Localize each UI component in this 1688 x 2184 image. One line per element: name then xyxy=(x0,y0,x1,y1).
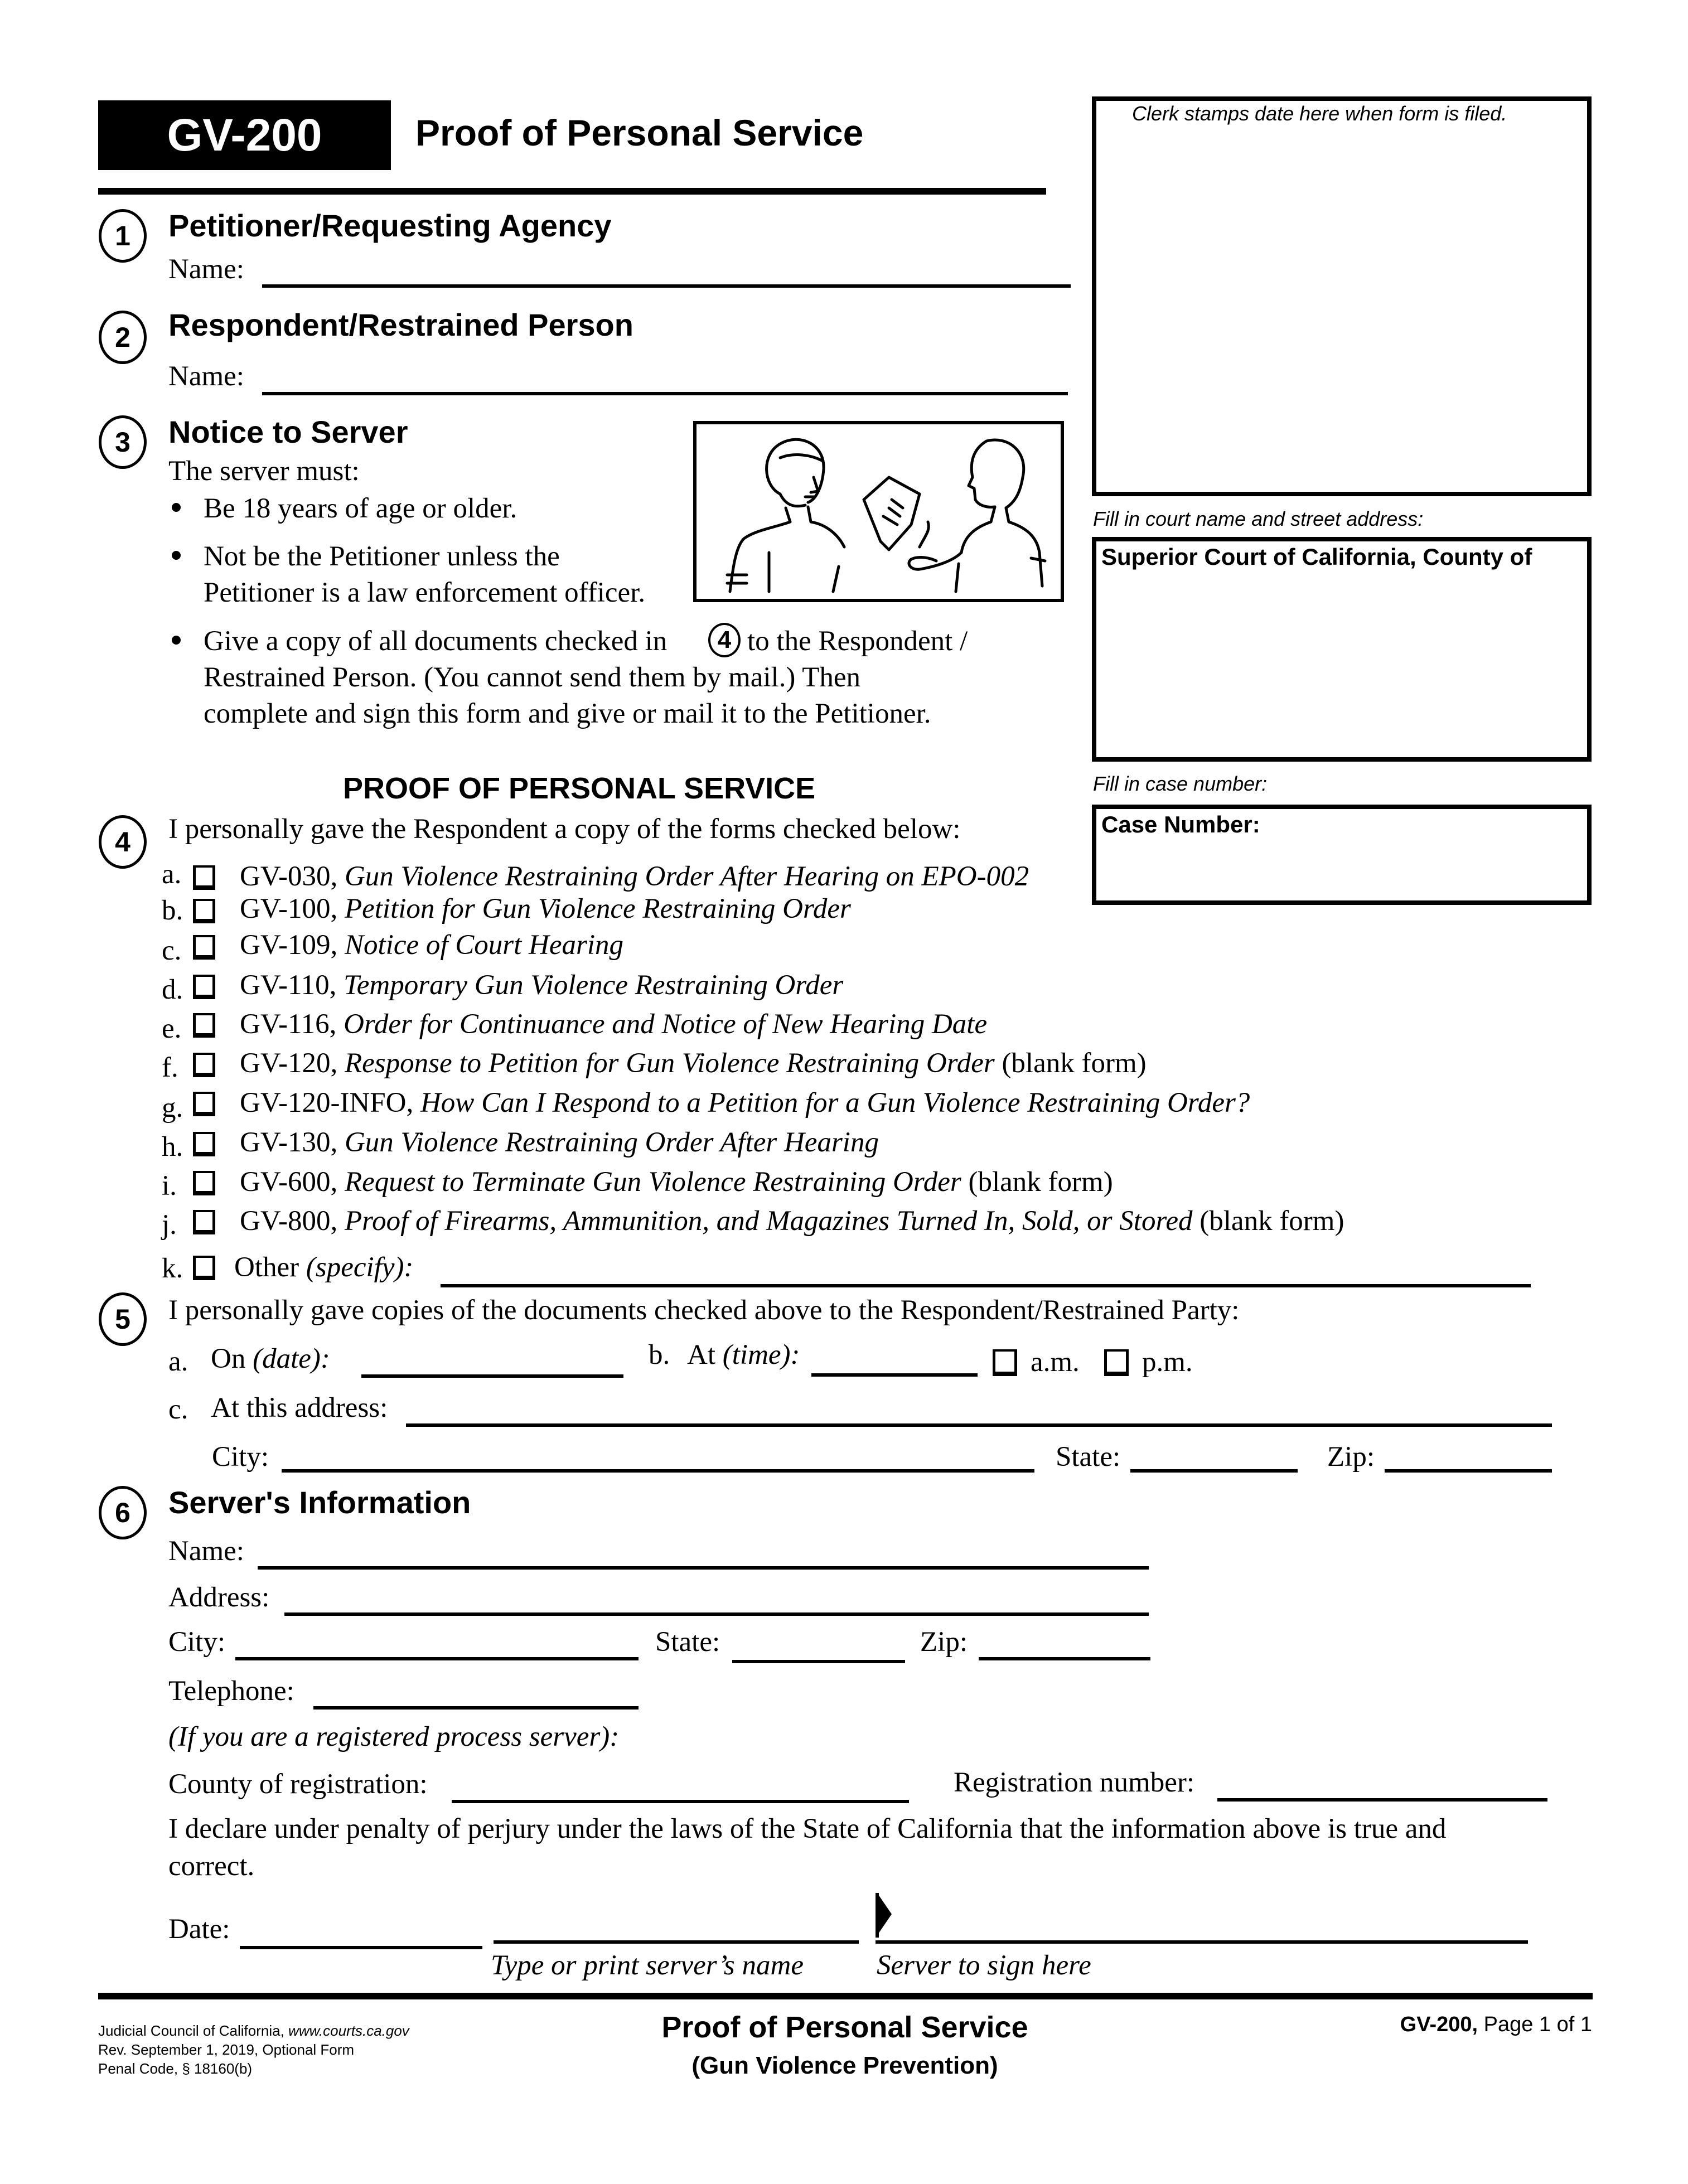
two-people-handing-document-icon xyxy=(697,424,1061,599)
am-label: a.m. xyxy=(1031,1347,1080,1378)
page-number: Page 1 of 1 xyxy=(1478,2013,1592,2036)
item-suffix: (blank form) xyxy=(968,1166,1113,1198)
item-gv-120-info xyxy=(240,1089,1250,1117)
service-date-label xyxy=(211,1345,330,1373)
item-suffix: (blank form) xyxy=(1002,1048,1147,1079)
item-code: GV-120-INFO, xyxy=(240,1087,414,1118)
checkbox-gv-120[interactable] xyxy=(193,1053,215,1077)
item-title: How Can I Respond to a Petition for a Gun Violence Restraining Order? xyxy=(420,1087,1250,1118)
footer-page-info xyxy=(1400,2013,1592,2037)
server-telephone-label: Telephone: xyxy=(168,1675,294,1707)
footer-rule xyxy=(98,1993,1593,1999)
case-instruction: Fill in case number: xyxy=(1093,772,1268,795)
service-address-field[interactable] xyxy=(406,1423,1552,1427)
item-code: GV-030, xyxy=(240,861,338,892)
service-city-label: City: xyxy=(212,1441,269,1473)
requirement-not-petitioner-cont: Petitioner is a law enforcement officer. xyxy=(204,577,646,608)
pm-label: p.m. xyxy=(1142,1347,1193,1378)
section-4-intro: I personally gave the Respondent a copy of the forms checked below: xyxy=(168,813,961,845)
section-6-heading: Server's Information xyxy=(168,1485,471,1520)
bullet-2 xyxy=(172,551,181,560)
signature-field[interactable] xyxy=(876,1940,1528,1944)
date-hint: (date): xyxy=(253,1343,330,1374)
item-gv-800 xyxy=(240,1207,1344,1236)
server-state-field[interactable] xyxy=(732,1660,905,1663)
bullet-3 xyxy=(172,636,181,645)
section-5-intro: I personally gave copies of the documents checked above to the Respondent/Restrained Party: xyxy=(168,1295,1240,1326)
requirement-not-petitioner: Not be the Petitioner unless the xyxy=(204,541,560,572)
requirement-age: Be 18 years of age or older. xyxy=(204,493,517,524)
item-code: GV-109, xyxy=(240,929,338,961)
revision-date: Rev. September 1, 2019, Optional Form xyxy=(98,2041,355,2058)
publisher-name: Judicial Council of California, xyxy=(98,2022,289,2039)
service-zip-field[interactable] xyxy=(1385,1469,1552,1473)
item-gv-109 xyxy=(240,931,623,960)
item-gv-120 xyxy=(240,1049,1147,1078)
other-label: Other xyxy=(234,1252,299,1283)
checkbox-am[interactable] xyxy=(993,1349,1017,1376)
item-title: Order for Continuance and Notice of New Hearing Date xyxy=(344,1009,988,1040)
item-code: GV-600, xyxy=(240,1166,338,1198)
item-gv-030 xyxy=(240,863,1029,891)
section-5-marker: 5 xyxy=(99,1292,147,1346)
footer-form-code: GV-200, xyxy=(1400,2013,1478,2036)
court-name-label: Superior Court of California, County of xyxy=(1101,544,1532,570)
section-3-heading: Notice to Server xyxy=(168,414,408,449)
checkbox-gv-130[interactable] xyxy=(193,1132,215,1156)
item-gv-130 xyxy=(240,1129,879,1157)
item-letter-j: j. xyxy=(162,1209,177,1241)
signature-date-label: Date: xyxy=(168,1914,230,1945)
date-item-label: a. xyxy=(168,1346,188,1377)
item-other xyxy=(234,1253,413,1282)
item-letter-b: b. xyxy=(162,895,183,926)
item-code: GV-110, xyxy=(240,970,337,1001)
item-title: Request to Terminate Gun Violence Restraining Order xyxy=(344,1166,961,1198)
header-rule xyxy=(98,188,1046,195)
sign-here-arrow-stem xyxy=(876,1893,879,1938)
court-instruction: Fill in court name and street address: xyxy=(1093,507,1424,530)
county-registration-field[interactable] xyxy=(452,1800,909,1803)
print-name-caption: Type or print server’s name xyxy=(491,1950,804,1981)
item-title: Gun Violence Restraining Order After Hearing xyxy=(344,1127,879,1158)
item-letter-c: c. xyxy=(162,935,182,966)
server-must-intro: The server must: xyxy=(168,456,360,487)
item-title: Response to Petition for Gun Violence Restraining Order xyxy=(344,1048,995,1079)
section-4-marker: 4 xyxy=(99,815,147,869)
form-code: GV-200 xyxy=(167,110,322,161)
item-gv-100 xyxy=(240,895,851,923)
item-code: GV-130, xyxy=(240,1127,338,1158)
item-title: Gun Violence Restraining Order After Hearing on EPO-002 xyxy=(344,861,1029,892)
item-letter-k: k. xyxy=(162,1253,183,1284)
service-address-label: At this address: xyxy=(211,1392,388,1423)
other-specify-field[interactable] xyxy=(441,1284,1531,1287)
petitioner-name-field[interactable] xyxy=(262,284,1071,288)
respondent-name-label: Name: xyxy=(168,361,244,392)
item-letter-f: f. xyxy=(162,1052,178,1083)
address-item-label: c. xyxy=(168,1394,188,1425)
item-code: GV-120, xyxy=(240,1048,338,1079)
item-gv-116 xyxy=(240,1010,987,1039)
case-number-label: Case Number: xyxy=(1101,811,1260,837)
server-city-label: City: xyxy=(168,1626,226,1658)
server-address-label: Address: xyxy=(168,1582,270,1613)
footer-publisher xyxy=(98,2021,409,2040)
penal-code-ref: Penal Code, § 18160(b) xyxy=(98,2060,253,2077)
item-title: Temporary Gun Violence Restraining Order xyxy=(344,970,844,1001)
requirement-give-copy-line3: complete and sign this form and give or mail it to the Petitioner. xyxy=(204,698,931,729)
server-zip-label: Zip: xyxy=(920,1626,968,1658)
clerk-stamp-box xyxy=(1092,96,1592,496)
section-2-marker: 2 xyxy=(99,311,147,364)
item-code: GV-800, xyxy=(240,1205,338,1237)
service-date-field[interactable] xyxy=(361,1374,623,1378)
checkbox-gv-030[interactable] xyxy=(193,865,215,890)
server-address-field[interactable] xyxy=(284,1612,1149,1616)
checkbox-gv-109[interactable] xyxy=(193,935,215,960)
registered-server-note: (If you are a registered process server): xyxy=(168,1721,620,1752)
bullet-1 xyxy=(172,503,181,512)
court-name-field[interactable] xyxy=(1092,537,1592,762)
proof-heading: PROOF OF PERSONAL SERVICE xyxy=(343,772,816,805)
requirement-give-copy: Give a copy of all documents checked in xyxy=(204,626,668,657)
item-code: GV-116, xyxy=(240,1009,337,1040)
section-1-marker: 1 xyxy=(99,209,147,263)
on-label: On xyxy=(211,1343,246,1374)
item-title: Petition for Gun Violence Restraining Order xyxy=(344,893,851,924)
section-3-marker: 3 xyxy=(99,415,147,469)
requirement-give-copy-cont: to the Respondent / xyxy=(747,626,968,657)
item-suffix: (blank form) xyxy=(1200,1205,1344,1237)
footer-subtitle: (Gun Violence Prevention) xyxy=(691,2052,998,2079)
declaration-line-1: I declare under penalty of perjury under the laws of the State of California that the information above is true and xyxy=(168,1813,1447,1844)
clerk-stamp-label: Clerk stamps date here when form is filed. xyxy=(1132,102,1507,125)
page-title: Proof of Personal Service xyxy=(415,112,864,153)
print-name-field[interactable] xyxy=(494,1940,859,1944)
server-name-field[interactable] xyxy=(258,1566,1149,1570)
item-letter-e: e. xyxy=(162,1013,182,1044)
item-letter-d: d. xyxy=(162,974,183,1005)
item-gv-600 xyxy=(240,1168,1113,1197)
item-letter-h: h. xyxy=(162,1131,183,1163)
service-city-field[interactable] xyxy=(282,1469,1034,1473)
item-letter-a: a. xyxy=(162,859,182,890)
section-6-marker: 6 xyxy=(99,1486,147,1539)
item-title: Proof of Firearms, Ammunition, and Magazines Turned In, Sold, or Stored xyxy=(344,1205,1193,1237)
checkbox-gv-800[interactable] xyxy=(193,1210,215,1234)
other-specify-hint: (specify): xyxy=(306,1252,414,1283)
server-telephone-field[interactable] xyxy=(313,1706,639,1710)
service-time-label xyxy=(687,1341,800,1369)
checkbox-gv-120-info[interactable] xyxy=(193,1092,215,1116)
service-illustration xyxy=(693,421,1064,602)
section-2-heading: Respondent/Restrained Person xyxy=(168,307,633,342)
sign-caption: Server to sign here xyxy=(877,1950,1091,1981)
item-gv-110 xyxy=(240,971,843,1000)
checkbox-pm[interactable] xyxy=(1104,1349,1129,1376)
server-zip-field[interactable] xyxy=(979,1657,1150,1660)
service-state-field[interactable] xyxy=(1130,1469,1298,1473)
footer-title: Proof of Personal Service xyxy=(661,2011,1028,2044)
registration-number-field[interactable] xyxy=(1217,1798,1547,1802)
registration-number-label: Registration number: xyxy=(954,1767,1195,1798)
item-title: Notice of Court Hearing xyxy=(344,929,624,961)
section-1-heading: Petitioner/Requesting Agency xyxy=(168,208,612,243)
service-state-label: State: xyxy=(1056,1441,1121,1473)
server-city-field[interactable] xyxy=(235,1657,639,1660)
courts-link[interactable]: www.courts.ca.gov xyxy=(288,2022,409,2039)
section-4-ref-marker: 4 xyxy=(708,623,741,657)
at-label: At xyxy=(687,1339,715,1371)
declaration-line-2: correct. xyxy=(168,1851,255,1882)
item-code: GV-100, xyxy=(240,893,338,924)
sign-here-arrow-icon xyxy=(877,1893,892,1935)
service-time-field[interactable] xyxy=(811,1373,978,1377)
county-registration-label: County of registration: xyxy=(168,1769,428,1800)
checkbox-other[interactable] xyxy=(193,1256,215,1280)
item-letter-i: i. xyxy=(162,1170,177,1202)
checkbox-gv-600[interactable] xyxy=(193,1171,215,1195)
server-name-label: Name: xyxy=(168,1536,244,1567)
server-state-label: State: xyxy=(655,1626,720,1658)
signature-date-field[interactable] xyxy=(240,1946,482,1949)
time-item-label: b. xyxy=(649,1339,670,1371)
checkbox-gv-110[interactable] xyxy=(193,975,215,999)
item-letter-g: g. xyxy=(162,1092,183,1124)
petitioner-name-label: Name: xyxy=(168,254,244,285)
checkbox-gv-100[interactable] xyxy=(193,899,215,923)
requirement-give-copy-line2: Restrained Person. (You cannot send them by mail.) Then xyxy=(204,662,861,693)
checkbox-gv-116[interactable] xyxy=(193,1013,215,1038)
respondent-name-field[interactable] xyxy=(262,392,1068,395)
service-zip-label: Zip: xyxy=(1327,1441,1375,1473)
footer-left xyxy=(98,2021,409,2078)
time-hint: (time): xyxy=(722,1339,800,1371)
